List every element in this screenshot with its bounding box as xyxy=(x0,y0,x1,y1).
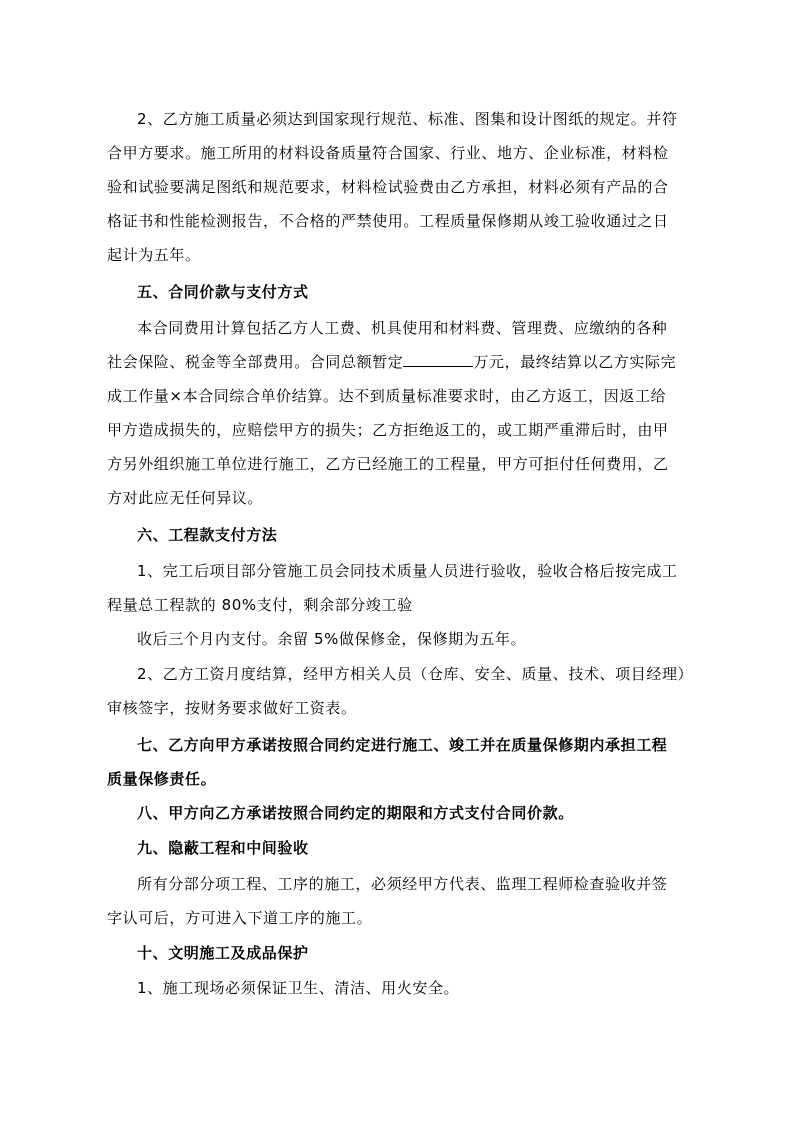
paragraph-line: 所有分部分项工程、工序的施工，必须经甲方代表、监理工程师检查验收并签 xyxy=(137,875,668,893)
section-heading: 八、甲方向乙方承诺按照合同约定的期限和方式支付合同价款。 xyxy=(137,804,574,822)
paragraph-line: 2、乙方施工质量必须达到国家现行规范、标准、图集和设计图纸的规定。并符 xyxy=(137,110,678,128)
paragraph-line: 格证书和性能检测报告，不合格的严禁使用。工程质量保修期从竣工验收通过之日 xyxy=(107,212,669,230)
paragraph-line: 验和试验要满足图纸和规范要求，材料检试验费由乙方承担，材料必须有产品的合 xyxy=(107,178,669,196)
section-heading: 七、乙方向甲方承诺按照合同约定进行施工、竣工并在质量保修期内承担工程 xyxy=(137,736,668,754)
paragraph-line: 方另外组织施工单位进行施工，乙方已经施工的工程量，甲方可拒付任何费用，乙 xyxy=(107,455,669,473)
section-heading: 六、工程款支付方法 xyxy=(137,526,278,544)
paragraph-line: 本合同费用计算包括乙方人工费、机具使用和材料费、管理费、应缴纳的各种 xyxy=(137,319,668,337)
paragraph-line: 1、施工现场必须保证卫生、清洁、用火安全。 xyxy=(137,979,460,997)
paragraph-line: 1、完工后项目部分管施工员会同技术质量人员进行验收，验收合格后按完成工 xyxy=(137,562,678,580)
contract-amount-blank xyxy=(403,352,473,367)
paragraph-line: 收后三个月内支付。余留 5%做保修金，保修期为五年。 xyxy=(137,630,527,648)
paragraph-line: 审核签字，按财务要求做好工资表。 xyxy=(107,699,357,717)
section-heading: 十、文明施工及成品保护 xyxy=(137,944,309,962)
text-before-blank: 社会保险、税金等全部费用。合同总额暂定 xyxy=(107,353,404,371)
paragraph-line: 字认可后，方可进入下道工序的施工。 xyxy=(107,909,373,927)
paragraph-line: 程量总工程款的 80%支付，剩余部分竣工验 xyxy=(107,596,413,614)
paragraph-line: 起计为五年。 xyxy=(107,246,201,264)
paragraph-line: 合甲方要求。施工所用的材料设备质量符合国家、行业、地方、企业标准，材料检 xyxy=(107,144,669,162)
paragraph-line: 甲方造成损失的，应赔偿甲方的损失；乙方拒绝返工的，或工期严重滞后时，由甲 xyxy=(107,421,669,439)
section-heading: 质量保修责任。 xyxy=(107,770,217,788)
paragraph-line: 方对此应无任何异议。 xyxy=(107,489,264,507)
paragraph-line: 2、乙方工资月度结算，经甲方相关人员（仓库、安全、质量、技术、项目经理） xyxy=(137,665,694,683)
paragraph-line-with-blank xyxy=(107,352,676,372)
section-heading: 九、隐蔽工程和中间验收 xyxy=(137,839,309,857)
text-after-blank: 万元，最终结算以乙方实际完 xyxy=(473,353,677,371)
section-heading: 五、合同价款与支付方式 xyxy=(137,283,309,301)
paragraph-line: 成工作量×本合同综合单价结算。达不到质量标准要求时，由乙方返工，因返工给 xyxy=(107,387,667,405)
